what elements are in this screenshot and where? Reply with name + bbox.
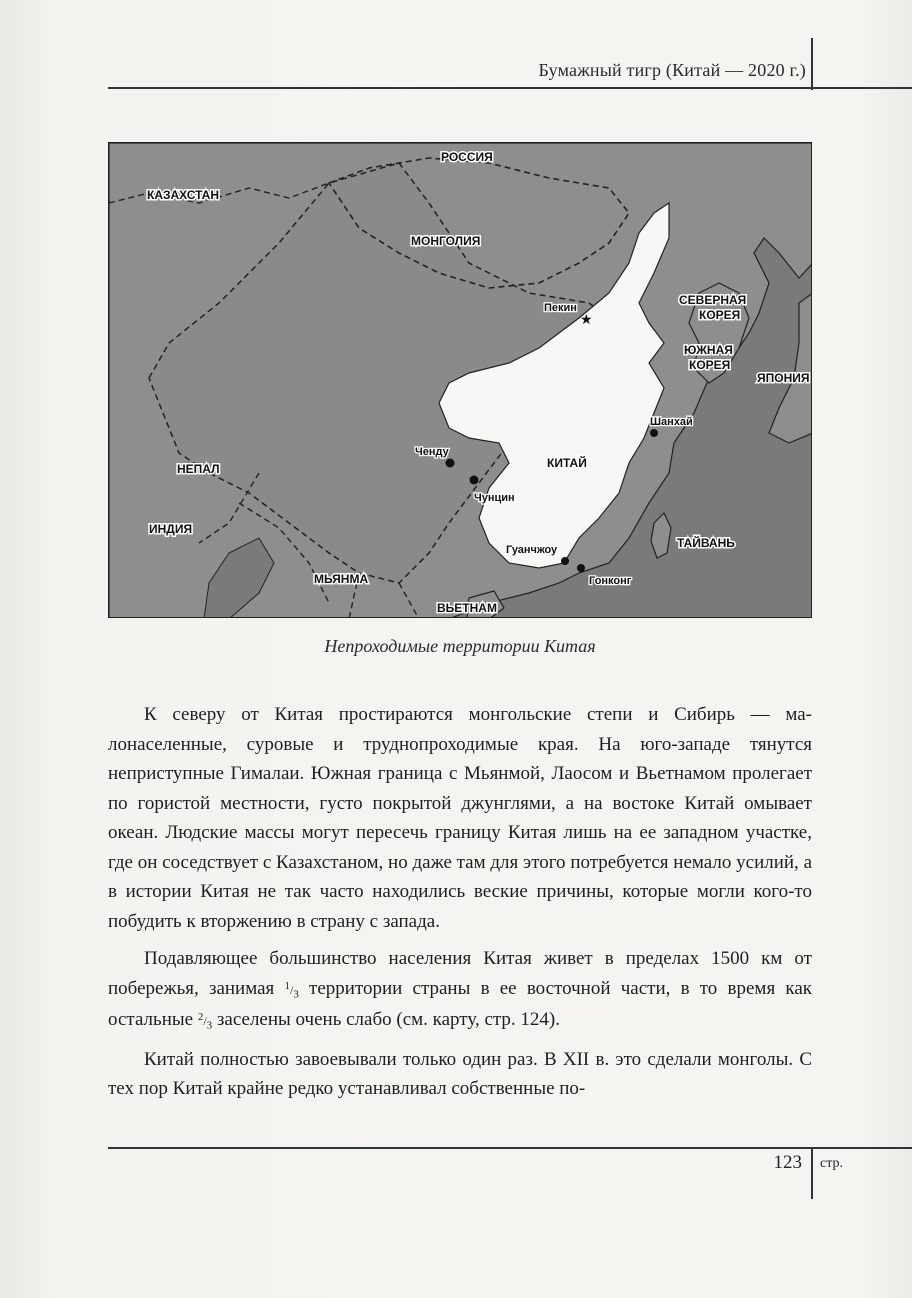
body-text (108, 700, 812, 1112)
label-mongolia: МОНГОЛИЯ (411, 234, 481, 248)
chengdu-dot-icon (446, 459, 455, 468)
label-north-korea-line2: КОРЕЯ (699, 308, 741, 322)
fraction-1-denominator: 3 (293, 987, 299, 1000)
hongkong-dot-icon (577, 564, 585, 572)
paragraph-1: К северу от Китая простираются монгольские степи и Сибирь — малонаселенные, суровые и труднопроходимые края. На юго-западе тянутся неприступные Гималаи. Южная граница с Мьянмой, Лаосом и Вьетнамом пролегает по гористой местности, густо покрытой джунглями, а на востоке Китай омывает океан. Людские массы могут пересечь границу Китая лишь на ее западном участке, где он соседствует с Казахстаном, но даже там для этого потребуется немало усилий, а в истории Китая не так часто находились веские причины, которые могли кого-то побудить к вторжению в страну с запада. (108, 704, 812, 932)
city-chengdu: Ченду (415, 446, 449, 458)
footer-rule (108, 1147, 912, 1149)
label-north-korea-line1: СЕВЕРНАЯ (679, 293, 747, 307)
label-india: ИНДИЯ (149, 522, 193, 536)
fraction-two-thirds: $^2/_3$ (197, 1011, 213, 1032)
fraction-1-numerator: 1 (284, 979, 290, 992)
label-russia: РОССИЯ (441, 150, 493, 164)
footer-vertical-rule (811, 1147, 813, 1199)
city-hongkong: Гонконг (589, 575, 632, 587)
label-south-korea-line1: ЮЖНАЯ (684, 343, 733, 357)
map-caption: Непроходимые территории Китая (324, 636, 596, 656)
fraction-2-denominator: 3 (206, 1019, 213, 1032)
city-guangzhou: Гуанчжоу (506, 544, 558, 556)
label-south-korea-line2: КОРЕЯ (689, 358, 731, 372)
label-vietnam: ВЬЕТНАМ (437, 601, 497, 615)
city-chongqing: Чунцин (474, 492, 515, 504)
city-beijing: Пекин (544, 302, 577, 314)
paragraph-2-part-c: заселены очень слабо (см. карту, стр. 124). (212, 1009, 560, 1030)
fraction-2-numerator: 2 (197, 1011, 204, 1023)
page-number: 123 (773, 1152, 802, 1173)
paragraph-2 (108, 944, 812, 1037)
paragraph-2-part-a: Подавляющее большинство населения Китая живет в пределах 1500 км от побережья, занимая (108, 948, 812, 999)
page-abbreviation: стр. (820, 1156, 844, 1171)
label-taiwan: ТАЙВАНЬ (677, 536, 735, 550)
paragraph-3: Китай полностью завоевывали только один раз. В XII в. это сделали монголы. С тех пор Китай крайне редко устанавливал собственные по- (108, 1048, 812, 1099)
running-header: Бумажный тигр (Китай — 2020 г.) (538, 60, 806, 80)
beijing-star-icon: ★ (580, 313, 593, 328)
city-shanghai: Шанхай (650, 416, 693, 428)
header-rule (108, 87, 912, 89)
label-nepal: НЕПАЛ (177, 462, 220, 476)
china-map (108, 142, 812, 618)
shanghai-dot-icon (650, 429, 658, 437)
map-svg (109, 143, 812, 618)
label-kazakhstan: КАЗАХСТАН (147, 188, 219, 202)
guangzhou-dot-icon (561, 557, 569, 565)
paragraph-2-part-b: территории страны в ее восточной части, в то время как остальные (108, 977, 812, 1030)
header-vertical-rule (811, 38, 813, 90)
fraction-one-third: $^1/_3$ (284, 979, 299, 1000)
label-myanmar: МЬЯНМА (314, 572, 369, 586)
chongqing-dot-icon (470, 476, 479, 485)
label-china: КИТАЙ (547, 456, 587, 470)
label-japan: ЯПОНИЯ (757, 371, 810, 385)
